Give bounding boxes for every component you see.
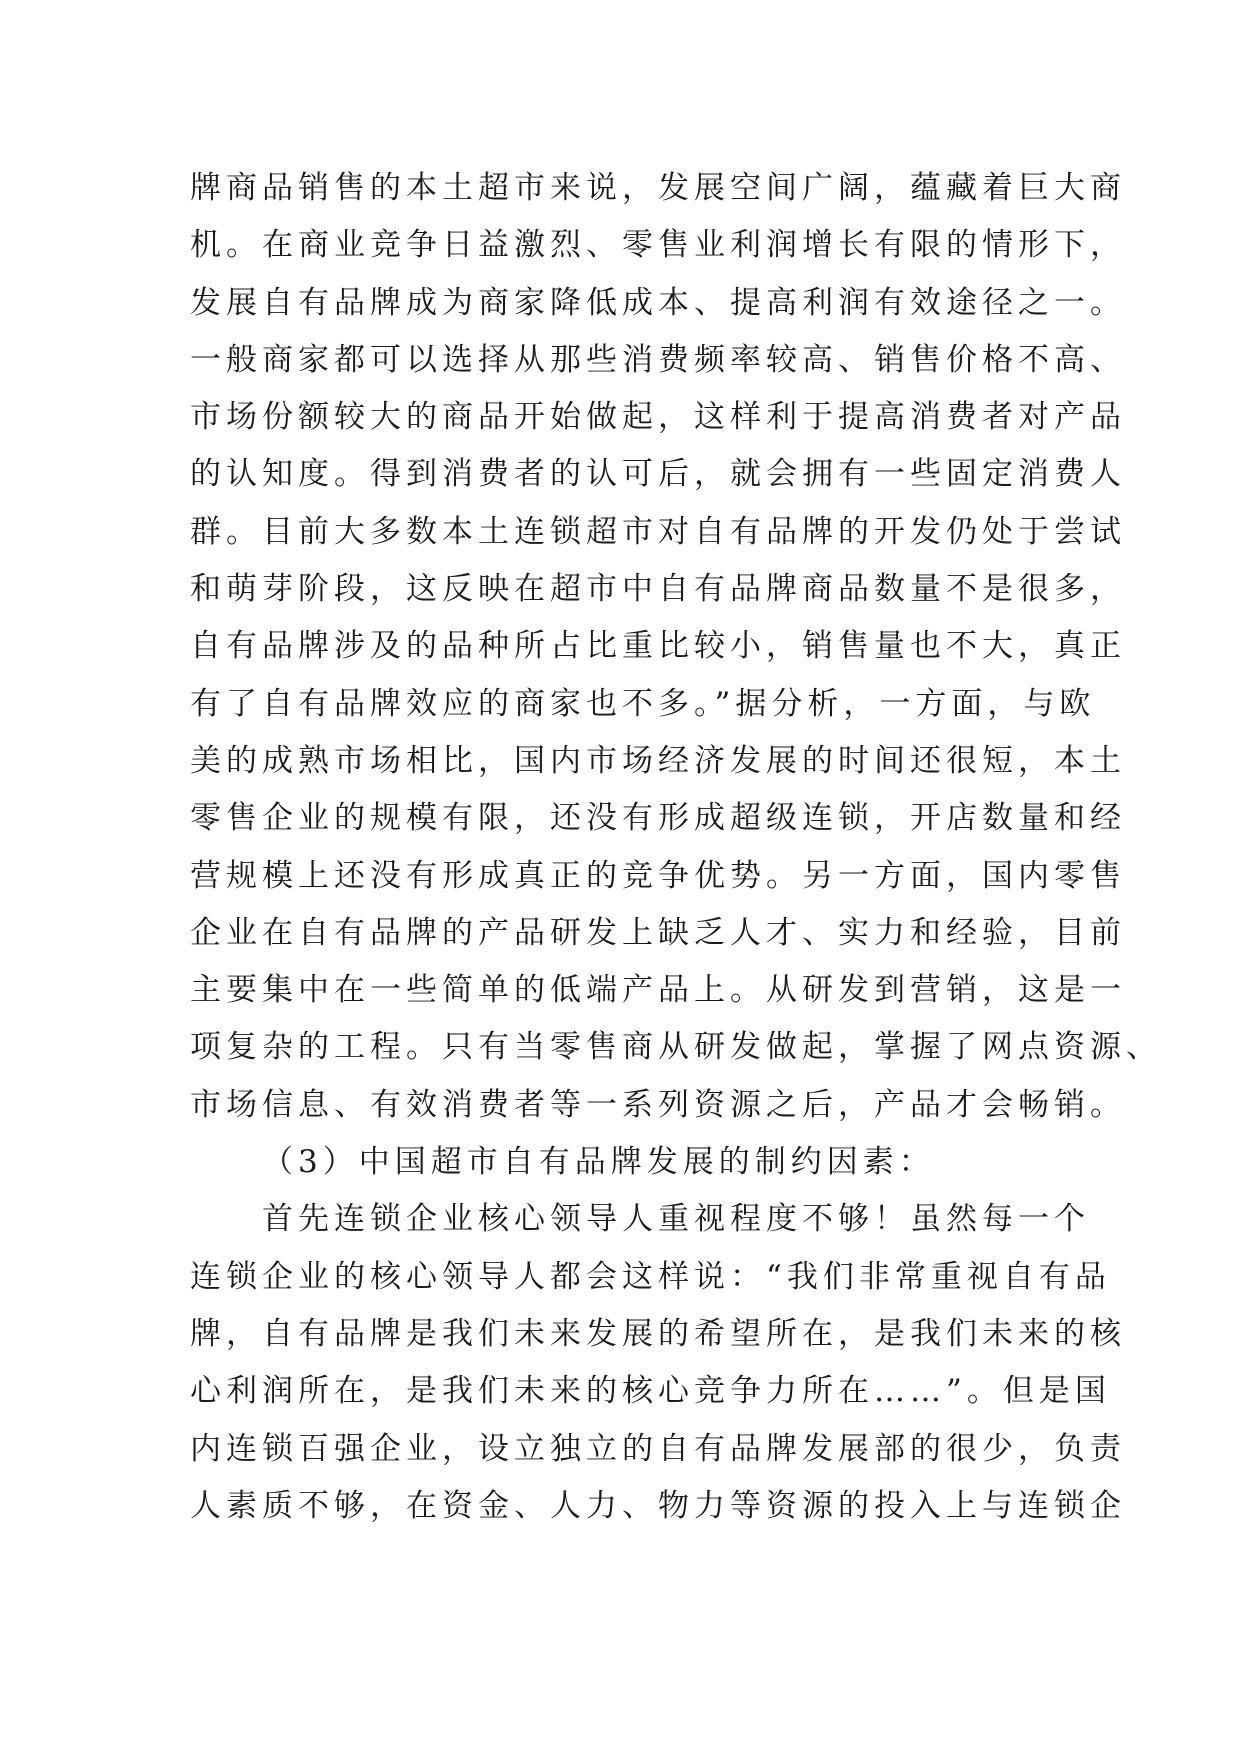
text-line: 人素质不够，在资金、人力、物力等资源的投入上与连锁企 [190,1487,1126,1524]
text-line: 项复杂的工程。只有当零售商从研发做起，掌握了网点资源、 [190,1029,1162,1066]
text-line: 美的成熟市场相比，国内市场经济发展的时间还很短，本土 [190,742,1126,779]
text-line: 零售企业的规模有限，还没有形成超级连锁，开店数量和经 [190,800,1126,837]
body-text [190,160,1162,1535]
text-line: 连锁企业的核心领导人都会这样说：“我们非常重视自有品 [190,1258,1111,1295]
text-line: 主要集中在一些简单的低端产品上。从研发到营销，这是一 [190,972,1126,1009]
text-line: 有了自有品牌效应的商家也不多。”据分析，一方面，与欧 [190,685,1096,722]
text-line: 机。在商业竞争日益激烈、零售业利润增长有限的情形下， [190,227,1126,264]
section-heading: （3）中国超市自有品牌发展的制约因素： [262,1144,935,1181]
text-line: 牌，自有品牌是我们未来发展的希望所在，是我们未来的核 [190,1315,1126,1352]
text-line: 的认知度。得到消费者的认可后，就会拥有一些固定消费人 [190,456,1126,493]
text-line: 自有品牌涉及的品种所占比重比较小，销售量也不大，真正 [190,628,1126,665]
text-line: 市场份额较大的商品开始做起，这样利于提高消费者对产品 [190,399,1126,436]
text-line: 营规模上还没有形成真正的竞争优势。另一方面，国内零售 [190,857,1126,894]
text-line: 群。目前大多数本土连锁超市对自有品牌的开发仍处于尝试 [190,513,1126,550]
text-line: 发展自有品牌成为商家降低成本、提高利润有效途径之一。 [190,284,1126,321]
text-line: 一般商家都可以选择从那些消费频率较高、销售价格不高、 [190,341,1126,378]
text-line: 心利润所在，是我们未来的核心竞争力所在……”。但是国 [190,1373,1111,1410]
text-line: 和萌芽阶段，这反映在超市中自有品牌商品数量不是很多， [190,571,1126,608]
paragraph-first-line: 首先连锁企业核心领导人重视程度不够！虽然每一个 [262,1201,1090,1238]
text-line: 市场信息、有效消费者等一系列资源之后，产品才会畅销。 [190,1086,1126,1123]
text-line: 内连锁百强企业，设立独立的自有品牌发展部的很少，负责 [190,1430,1126,1467]
text-line: 企业在自有品牌的产品研发上缺乏人才、实力和经验，目前 [190,914,1126,951]
text-line: 牌商品销售的本土超市来说，发展空间广阔，蕴藏着巨大商 [190,170,1126,206]
